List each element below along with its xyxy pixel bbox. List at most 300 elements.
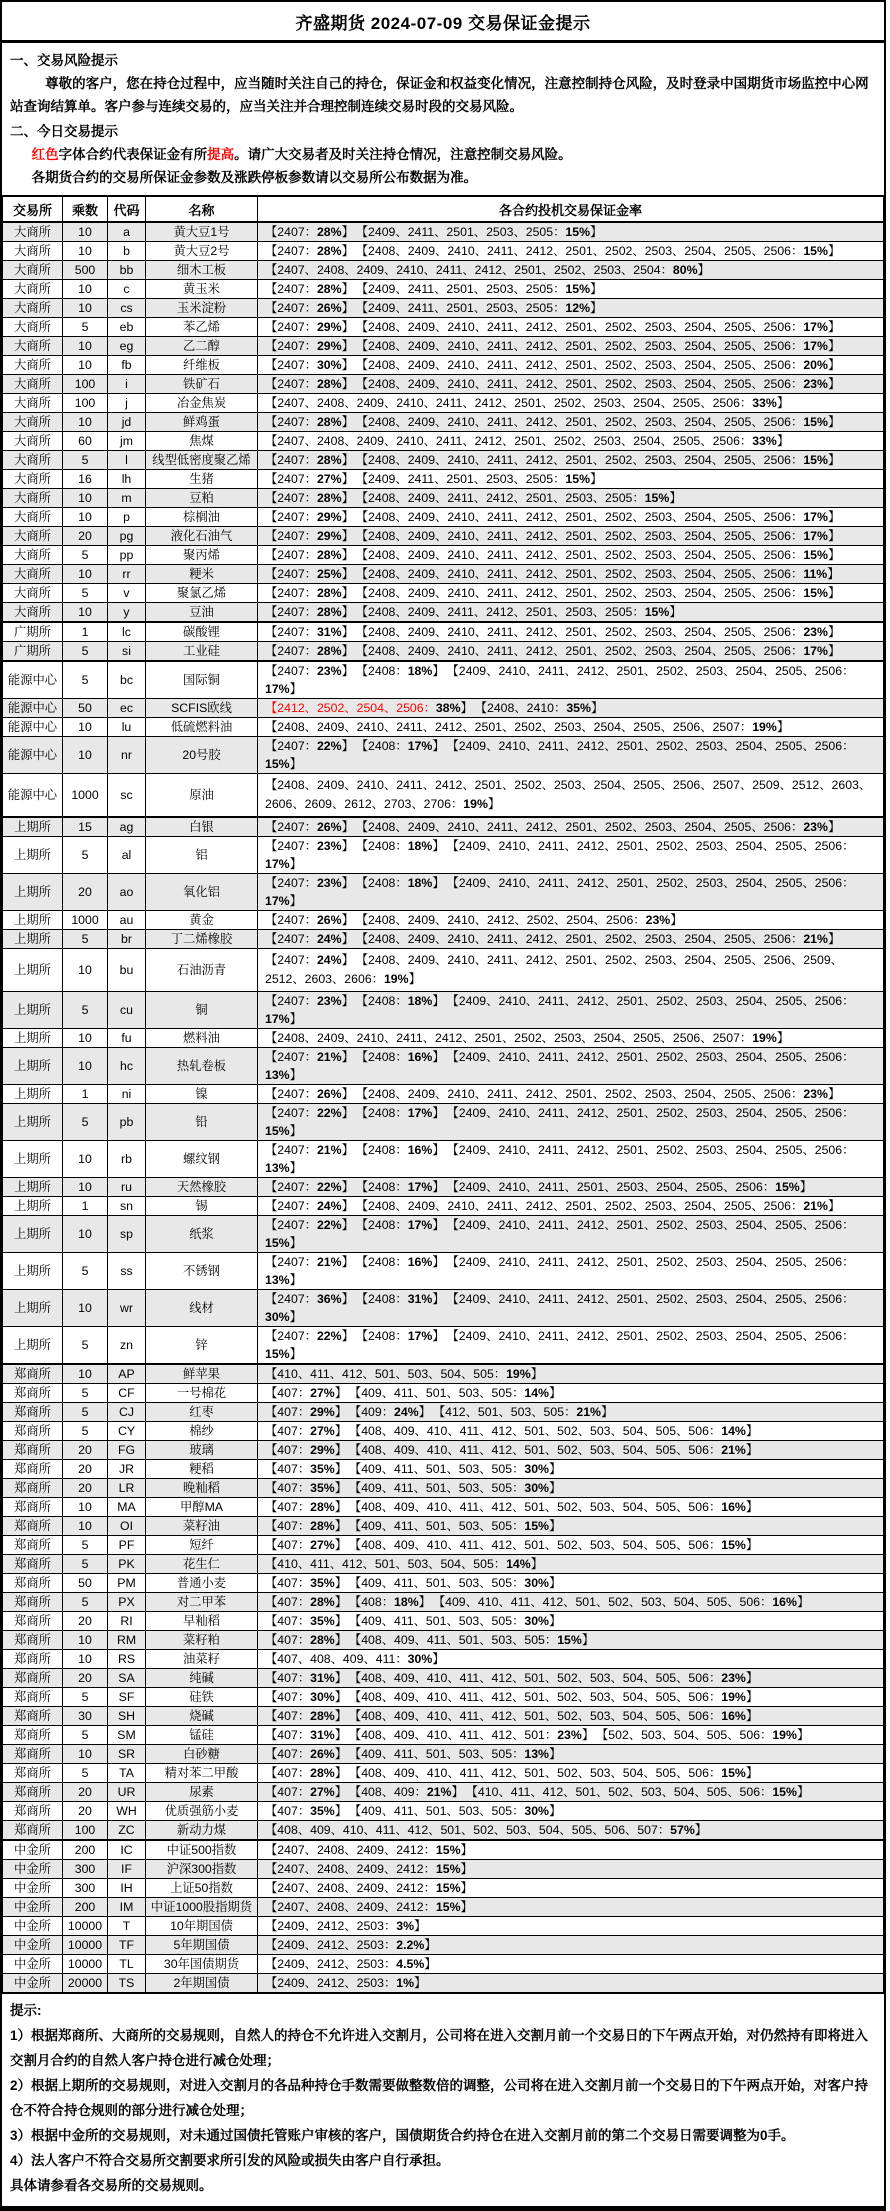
cell-exchange: 郑商所 [3,1536,63,1555]
cell-multiplier: 5 [63,642,108,662]
table-row [3,642,884,662]
table-row [3,774,884,818]
cell-name: 石油沥青 [146,949,258,992]
cell-name: 烧碱 [146,1707,258,1726]
rate-segment: 【408、409、410、411、412、501、502、503、504、505、506：15%】 [355,1766,759,1780]
rate-segment: 【2408、2409、2410、2411、2412、2501、2502、2503、2504、2505、2506：17%】 [361,529,841,543]
table-row [3,1327,884,1365]
rate-segment: 【408、409、410、411、412、501、502、503、504、505、506：14%】 [355,1424,759,1438]
rate-segment: 【2407：31%】 [265,625,354,639]
rate-segment: 【502、503、504、505、506：19%】 [602,1728,810,1742]
rate-segment: 【2407：28%】 [265,282,354,296]
cell-exchange: 中金所 [3,1840,63,1860]
rate-segment: 【2409、2412、2503：4.5%】 [265,1957,437,1971]
cell-name: 红枣 [146,1403,258,1422]
rate-segment: 【2407：28%】 [265,586,354,600]
cell-margin-rates [258,1422,884,1441]
table-row [3,508,884,527]
cell-margin-rates [258,1384,884,1403]
rate-segment: 【2408、2409、2410、2411、2412、2501、2502、2503、2504、2505、2506、2507：19%】 [265,720,790,734]
rate-segment: 【2409、2410、2411、2412、2501、2502、2503、2504、2505、2506：15%】 [265,1218,855,1250]
cell-exchange: 中金所 [3,1955,63,1974]
table-row [3,603,884,623]
cell-exchange: 能源中心 [3,774,63,818]
rate-segment: 【2408：16%】 [361,1050,445,1064]
cell-margin-rates [258,992,884,1029]
cell-multiplier: 5 [63,837,108,874]
cell-name: 乙二醇 [146,337,258,356]
cell-multiplier: 20 [63,874,108,911]
cell-name: 白银 [146,817,258,837]
cell-exchange: 大商所 [3,222,63,242]
cell-margin-rates [258,1460,884,1479]
cell-multiplier: 15 [63,817,108,837]
cell-name: 液化石油气 [146,527,258,546]
cell-name: 铁矿石 [146,375,258,394]
table-row [3,1555,884,1574]
rate-segment: 【2407：22%】 [265,1329,354,1343]
cell-name: 菜籽油 [146,1517,258,1536]
cell-name: 黄大豆1号 [146,222,258,242]
cell-exchange: 广期所 [3,622,63,642]
table-row [3,1879,884,1898]
table-row [3,470,884,489]
cell-code: lh [108,470,146,489]
cell-name: 铝 [146,837,258,874]
rate-segment: 【2408、2409、2410、2411、2412、2501、2502、2503、2504、2505、2506：15%】 [361,244,841,258]
cell-exchange: 郑商所 [3,1612,63,1631]
cell-code: RM [108,1631,146,1650]
table-row [3,1802,884,1821]
rate-segment: 【2407：28%】 [265,225,354,239]
rate-segment: 【407：35%】 [265,1481,348,1495]
cell-margin-rates [258,1536,884,1555]
cell-margin-rates [258,1479,884,1498]
table-row [3,737,884,774]
rate-segment: 【2409、2410、2411、2412、2501、2502、2503、2504、2505、2506：17%】 [265,994,855,1026]
table-row [3,1650,884,1669]
rate-segment: 【2409、2410、2411、2412、2501、2502、2503、2504、2505、2506：15%】 [265,739,855,771]
cell-name: 原油 [146,774,258,818]
cell-name: 聚丙烯 [146,546,258,565]
cell-exchange: 大商所 [3,299,63,318]
highlight-red-text: 红色 [31,147,59,162]
table-row [3,1840,884,1860]
cell-multiplier: 500 [63,261,108,280]
cell-name: 玻璃 [146,1441,258,1460]
cell-code: c [108,280,146,299]
table-row [3,1783,884,1802]
cell-code: IC [108,1840,146,1860]
cell-name: 苯乙烯 [146,318,258,337]
rate-segment: 【2409、2411、2501、2503、2505：15%】 [361,472,603,486]
cell-name: 粳米 [146,565,258,584]
rate-segment: 【2407：28%】 [265,415,354,429]
cell-multiplier: 50 [63,1574,108,1593]
cell-multiplier: 20 [63,1479,108,1498]
cell-multiplier: 10 [63,489,108,508]
table-row [3,356,884,375]
rate-segment: 【409、411、501、503、505：30%】 [355,1462,562,1476]
cell-multiplier: 20 [63,1612,108,1631]
cell-name: 菜籽粕 [146,1631,258,1650]
cell-margin-rates [258,413,884,432]
cell-exchange: 大商所 [3,261,63,280]
rate-segment: 【2407：26%】 [265,913,354,927]
cell-name: 棕榈油 [146,508,258,527]
cell-code: WH [108,1802,146,1821]
rate-segment: 【410、411、412、501、503、504、505：19%】 [265,1367,544,1381]
cell-exchange: 郑商所 [3,1802,63,1821]
cell-multiplier: 5 [63,1253,108,1290]
cell-exchange: 中金所 [3,1898,63,1917]
cell-exchange: 中金所 [3,1860,63,1879]
cell-name: 硅铁 [146,1688,258,1707]
rate-segment: 【2407：23%】 [265,839,354,853]
cell-multiplier: 10 [63,1141,108,1178]
rate-segment-raised: 【2412、2502、2504、2506：38%】 [265,701,473,715]
cell-exchange: 郑商所 [3,1441,63,1460]
cell-code: FG [108,1441,146,1460]
cell-exchange: 郑商所 [3,1384,63,1403]
cell-margin-rates [258,1104,884,1141]
highlight-red-text: 提高 [207,147,235,162]
cell-name: 纯碱 [146,1669,258,1688]
table-row [3,911,884,930]
cell-margin-rates [258,489,884,508]
cell-multiplier: 1000 [63,911,108,930]
cell-name: SCFIS欧线 [146,699,258,718]
cell-multiplier: 5 [63,451,108,470]
cell-multiplier: 20 [63,1669,108,1688]
cell-code: lc [108,622,146,642]
table-row [3,565,884,584]
cell-code: SH [108,1707,146,1726]
cell-multiplier: 5 [63,584,108,603]
cell-multiplier: 1 [63,622,108,642]
cell-margin-rates [258,299,884,318]
cell-code: TF [108,1936,146,1955]
cell-code: eg [108,337,146,356]
cell-code: sc [108,774,146,818]
cell-code: sn [108,1197,146,1216]
cell-multiplier: 10 [63,1498,108,1517]
cell-multiplier: 5 [63,1327,108,1365]
rate-segment: 【408、409、410、411、412、501、502、503、504、505、506：21%】 [355,1443,759,1457]
rate-segment: 【407：28%】 [265,1519,348,1533]
cell-code: TA [108,1764,146,1783]
cell-margin-rates [258,1955,884,1974]
rate-segment: 【2407：24%】 [265,932,354,946]
rate-segment: 【407：29%】 [265,1443,348,1457]
cell-multiplier: 5 [63,1104,108,1141]
cell-code: m [108,489,146,508]
rate-segment: 【408、409、410、411、412、501、502、503、504、505、506：16%】 [355,1500,759,1514]
risk-section-heading: 一、交易风险提示 [10,53,118,68]
cell-code: jm [108,432,146,451]
cell-multiplier: 5 [63,930,108,949]
cell-name: 工业硅 [146,642,258,662]
table-row [3,1860,884,1879]
rate-segment: 【408：18%】 [355,1595,431,1609]
cell-name: 粳稻 [146,1460,258,1479]
cell-margin-rates [258,1821,884,1841]
rate-segment: 【2407：22%】 [265,1218,354,1232]
cell-name: 冶金焦炭 [146,394,258,413]
rate-segment: 【2407：24%】 [265,1199,354,1213]
table-row [3,1364,884,1384]
rate-segment: 【2408、2409、2410、2411、2412、2501、2502、2503、2504、2505、2506：11%】 [361,567,840,581]
note-item: 3）根据中金所的交易规则，对未通过国债托管账户审核的客户，国债期货合约持仓在进入交割月前的第二个交易日需要调整为0手。 [10,2128,795,2143]
cell-code: a [108,222,146,242]
intro-section [2,43,884,195]
cell-name: 甲醇MA [146,1498,258,1517]
cell-multiplier: 16 [63,470,108,489]
rate-segment: 【407：27%】 [265,1424,348,1438]
column-header-3: 名称 [146,196,258,222]
cell-multiplier: 20 [63,1802,108,1821]
cell-margin-rates [258,1917,884,1936]
cell-name: 丁二烯橡胶 [146,930,258,949]
rate-segment: 【407：31%】 [265,1728,348,1742]
cell-name: 低硫燃料油 [146,718,258,737]
rate-segment: 【408、409、410、411、412、501：23%】 [355,1728,595,1742]
note-item: 2）根据上期所的交易规则，对进入交割月的各品种持仓手数需要做整数倍的调整，公司将在进入交割月前一个交易日的下午两点开始，对客户持仓不符合持仓规则的部分进行减仓处理； [10,2078,869,2118]
cell-code: SA [108,1669,146,1688]
table-row [3,527,884,546]
cell-name: 燃料油 [146,1029,258,1048]
cell-margin-rates [258,1764,884,1783]
margin-table-body [3,222,884,1993]
cell-code: pp [108,546,146,565]
table-row [3,222,884,242]
rate-segment: 【409、411、501、503、505：14%】 [355,1386,562,1400]
cell-multiplier: 10 [63,565,108,584]
cell-code: ss [108,1253,146,1290]
rate-segment: 【2408、2409、2410、2411、2412、2501、2502、2503、2504、2505、2506：21%】 [361,1199,841,1213]
cell-margin-rates [258,642,884,662]
table-row [3,1290,884,1327]
cell-multiplier: 10 [63,1631,108,1650]
cell-multiplier: 200 [63,1840,108,1860]
table-row [3,1178,884,1197]
rate-segment: 【2408：18%】 [361,994,445,1008]
cell-margin-rates [258,1517,884,1536]
cell-name: 黄大豆2号 [146,242,258,261]
cell-multiplier: 10 [63,299,108,318]
rate-segment: 【409：24%】 [355,1405,431,1419]
cell-margin-rates [258,1441,884,1460]
cell-multiplier: 10 [63,1745,108,1764]
cell-exchange: 大商所 [3,489,63,508]
rate-segment: 【2409、2410、2411、2412、2501、2502、2503、2504、2505、2506：15%】 [265,1329,855,1361]
cell-code: hc [108,1048,146,1085]
cell-exchange: 大商所 [3,584,63,603]
rate-segment: 【2407：26%】 [265,820,354,834]
cell-code: v [108,584,146,603]
cell-code: ec [108,699,146,718]
rate-segment: 【2407：30%】 [265,358,354,372]
cell-exchange: 郑商所 [3,1517,63,1536]
cell-code: ZC [108,1821,146,1841]
cell-margin-rates [258,1840,884,1860]
cell-margin-rates [258,1290,884,1327]
cell-name: 纸浆 [146,1216,258,1253]
rate-segment: 【2409、2410、2411、2412、2501、2502、2503、2504、2505、2506：17%】 [265,664,855,696]
rate-segment: 【2408、2409、2410、2411、2412、2501、2502、2503、2504、2505、2506：15%】 [361,586,841,600]
cell-exchange: 郑商所 [3,1460,63,1479]
cell-multiplier: 1000 [63,774,108,818]
rate-segment: 【2409、2411、2501、2503、2505：12%】 [361,301,603,315]
cell-name: 铅 [146,1104,258,1141]
cell-code: cs [108,299,146,318]
cell-code: i [108,375,146,394]
rate-segment: 【2408：17%】 [361,1218,445,1232]
rate-segment: 【2407、2408、2409、2410、2411、2412、2501、2502、2503、2504、2505、2506：33%】 [265,396,790,410]
cell-name: 鲜苹果 [146,1364,258,1384]
cell-margin-rates [258,1974,884,1994]
rate-segment: 【2409、2412、2503：1%】 [265,1976,427,1990]
cell-exchange: 大商所 [3,394,63,413]
cell-multiplier: 10 [63,737,108,774]
cell-exchange: 郑商所 [3,1364,63,1384]
cell-code: bb [108,261,146,280]
cell-name: 纤维板 [146,356,258,375]
note-item: 具体请参看各交易所的交易规则。 [10,2178,213,2193]
rate-segment: 【2408：18%】 [361,664,445,678]
cell-code: JR [108,1460,146,1479]
cell-code: PF [108,1536,146,1555]
cell-margin-rates [258,911,884,930]
cell-exchange: 中金所 [3,1917,63,1936]
rate-segment: 【407：30%】 [265,1690,348,1704]
cell-name: 早籼稻 [146,1612,258,1631]
cell-exchange: 上期所 [3,949,63,992]
rate-segment: 【2407：28%】 [265,605,354,619]
rate-segment: 【407：28%】 [265,1709,348,1723]
cell-name: 10年期国债 [146,1917,258,1936]
rate-segment: 【2407、2408、2409、2412：15%】 [265,1843,473,1857]
cell-code: SF [108,1688,146,1707]
cell-multiplier: 20 [63,1783,108,1802]
table-row [3,1253,884,1290]
table-row [3,992,884,1029]
today-disclaimer-line: 各期货合约的交易所保证金参数及涨跌停板参数请以交易所公布数据为准。 [31,170,478,185]
cell-margin-rates [258,774,884,818]
cell-code: b [108,242,146,261]
rate-segment: 【2407、2408、2409、2410、2411、2412、2501、2502、2503、2504：80%】 [265,263,710,277]
cell-multiplier: 10 [63,242,108,261]
cell-name: 天然橡胶 [146,1178,258,1197]
rate-segment: 【2408：17%】 [361,739,445,753]
table-row [3,949,884,992]
rate-segment: 【2407：21%】 [265,1255,354,1269]
cell-multiplier: 10000 [63,1955,108,1974]
table-row [3,1936,884,1955]
cell-margin-rates [258,508,884,527]
cell-multiplier: 100 [63,1821,108,1841]
cell-name: 花生仁 [146,1555,258,1574]
cell-exchange: 能源中心 [3,699,63,718]
plain-text: 字体合约代表保证金有所 [58,147,208,162]
cell-multiplier: 300 [63,1879,108,1898]
rate-segment: 【2408、2409、2410、2411、2412、2501、2502、2503、2504、2505、2506：23%】 [361,820,841,834]
cell-multiplier: 200 [63,1898,108,1917]
rate-segment: 【407：27%】 [265,1386,348,1400]
cell-code: CJ [108,1403,146,1422]
table-row [3,318,884,337]
cell-code: UR [108,1783,146,1802]
cell-code: si [108,642,146,662]
rate-segment: 【2408、2409、2410、2411、2412、2501、2502、2503、2504、2505、2506：23%】 [361,1087,841,1101]
table-row [3,1707,884,1726]
cell-code: MA [108,1498,146,1517]
cell-exchange: 上期所 [3,837,63,874]
rate-segment: 【2407：28%】 [265,453,354,467]
table-row [3,413,884,432]
rate-segment: 【407、408、409、411：30%】 [265,1652,445,1666]
cell-multiplier: 20 [63,1460,108,1479]
cell-exchange: 上期所 [3,1327,63,1365]
cell-exchange: 大商所 [3,337,63,356]
cell-margin-rates [258,280,884,299]
cell-margin-rates [258,1029,884,1048]
column-header-0: 交易所 [3,196,63,222]
rate-segment: 【2407：29%】 [265,320,354,334]
rate-segment: 【2408、2409、2410、2411、2412、2501、2502、2503、2504、2505、2506、2507：19%】 [265,1031,790,1045]
cell-margin-rates [258,451,884,470]
cell-multiplier: 5 [63,992,108,1029]
cell-name: 镍 [146,1085,258,1104]
column-header-2: 代码 [108,196,146,222]
notes-section [2,1994,884,2206]
rate-segment: 【407：35%】 [265,1614,348,1628]
cell-code: IM [108,1898,146,1917]
cell-multiplier: 30 [63,1707,108,1726]
cell-code: AP [108,1364,146,1384]
cell-margin-rates [258,817,884,837]
rate-segment: 【2407：23%】 [265,876,354,890]
rate-segment: 【2408、2409、2410、2411、2412、2501、2502、2503、2504、2505、2506、2507、2509、2512、2603、2606、2609、2612、2703、2706：19%】 [265,778,872,811]
column-header-4: 各合约投机交易保证金率 [258,196,884,222]
cell-margin-rates [258,1574,884,1593]
table-row [3,1612,884,1631]
cell-code: au [108,911,146,930]
cell-name: 铜 [146,992,258,1029]
cell-margin-rates [258,837,884,874]
table-row [3,546,884,565]
rate-segment: 【407：35%】 [265,1462,348,1476]
cell-margin-rates [258,222,884,242]
rate-segment: 【408、409、410、411、412、501、502、503、504、505、506：23%】 [355,1671,759,1685]
rate-segment: 【409、411、501、503、505：13%】 [355,1747,562,1761]
cell-margin-rates [258,432,884,451]
cell-code: CY [108,1422,146,1441]
table-row [3,280,884,299]
cell-multiplier: 10 [63,222,108,242]
cell-exchange: 郑商所 [3,1574,63,1593]
rate-segment: 【407：28%】 [265,1766,348,1780]
table-row [3,584,884,603]
rate-segment: 【2409、2412、2503：2.2%】 [265,1938,437,1952]
cell-multiplier: 5 [63,1764,108,1783]
cell-exchange: 大商所 [3,280,63,299]
cell-exchange: 中金所 [3,1974,63,1994]
rate-segment: 【2407：21%】 [265,1143,354,1157]
cell-name: 30年国债期货 [146,1955,258,1974]
rate-segment: 【2408、2409、2410、2411、2412、2501、2502、2503、2504、2505、2506：23%】 [361,625,841,639]
table-row [3,1631,884,1650]
